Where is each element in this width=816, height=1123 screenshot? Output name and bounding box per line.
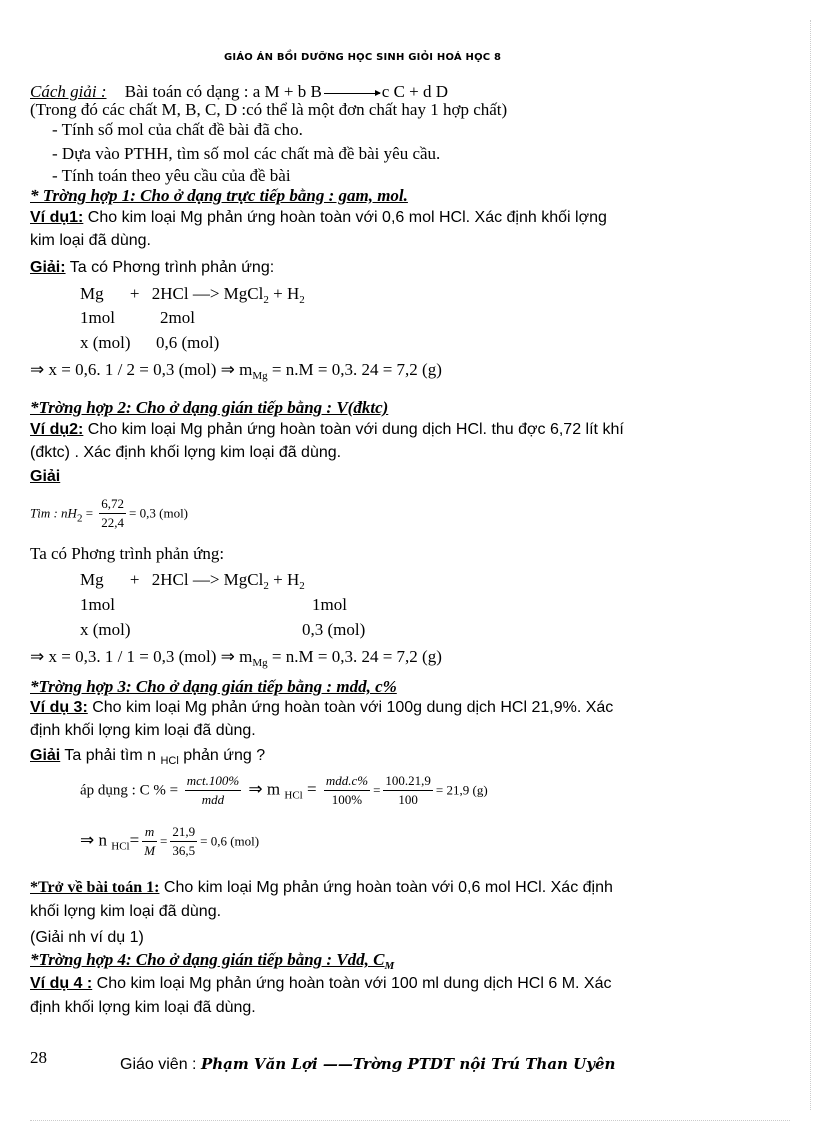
case2-result	[30, 647, 442, 673]
case3-example-label: Ví dụ 3:	[30, 699, 88, 716]
case1-solution-text: Ta có Phơng trình phản ứng:	[65, 259, 275, 276]
eq-hcl: 2HCl	[151, 570, 189, 589]
case2-solution-label: Giải	[30, 468, 61, 485]
case3-n-sub: HCl	[111, 840, 130, 853]
case2-example-text2: (đktc) . Xác định khối lợng kim loại đã dùng.	[30, 444, 342, 461]
case3-solution-text2: phản ứng ?	[178, 747, 266, 764]
case3-apply: áp dụng : C % = $\frac{\text{mct.100\%}}{\text{mdd}}$ ⇒ m $_{HCl}$ = $\frac{\text{mdd.c\%}}{100\%}$ = $\frac{100.21,9}{100}$ = 21,9 (g)	[80, 773, 488, 807]
case3-solution-sub: HCl	[160, 755, 179, 767]
case3-frac4	[142, 824, 157, 859]
case3-f1-den: mdd	[201, 792, 225, 807]
case3-f3-num: 100.21,9	[383, 773, 433, 791]
eq-mgcl-sub: 2	[263, 580, 269, 592]
case1-row2-a: x (mol)	[80, 333, 131, 352]
eq-mgcl: MgCl	[223, 284, 264, 303]
page-header: GIÁO ÁN BỒI DƯỠNG HỌC SINH GIỎI HOÁ HỌC 8	[224, 52, 502, 63]
case4-example-text: Cho kim loại Mg phản ứng hoàn toàn với 100 ml dung dịch HCl 6 M. Xác	[92, 975, 612, 992]
case1-title: * Trờng hợp 1: Cho ở dạng trực tiếp bằng : gam, mol.	[30, 186, 408, 205]
case2-find-eq: =	[82, 505, 97, 521]
eq-mgcl-sub: 2	[263, 294, 269, 306]
eq-h-sub: 2	[299, 294, 305, 306]
case3-f2-num: mdd.c%	[324, 773, 370, 791]
case2-find-sub: 2	[76, 512, 83, 525]
case2-row1-a: 1mol	[80, 595, 115, 614]
case2-example	[30, 420, 624, 440]
case1-example	[30, 208, 607, 228]
case2-find	[30, 496, 188, 531]
eq-plus: +	[129, 284, 140, 303]
case3-n-label: ⇒ n	[80, 830, 112, 850]
case4-example	[30, 974, 611, 994]
case3-f2-den: 100%	[331, 792, 363, 807]
reaction-arrow-icon	[324, 93, 380, 94]
case3-f1-num: mct.100%	[185, 773, 241, 791]
eq-plus2: +	[273, 570, 283, 589]
eq-plus: +	[129, 570, 140, 589]
eq-h: H	[286, 570, 300, 589]
method-step-3: - Tính toán theo yêu cầu của đề bài	[52, 166, 291, 185]
eq-arrow: —>	[192, 284, 220, 303]
case3-example-text: Cho kim loại Mg phản ứng hoàn toàn với 100g dung dịch HCl 21,9%. Xác	[87, 699, 614, 716]
eq-h: H	[286, 284, 300, 303]
case3-eq: =	[302, 779, 321, 799]
case3-moles: ⇒ n $_{HCl}$= $\frac{m}{M}$ = $\frac{21,9}{36,5}$ = 0,6 (mol)	[80, 824, 260, 858]
eq-plus2: +	[273, 284, 283, 303]
method-text-after: c C + d D	[381, 82, 449, 101]
case3-f4-den: M	[144, 843, 156, 858]
case4-example-text2: định khối lợng kim loại đã dùng.	[30, 999, 256, 1016]
method-label: Cách giải :	[30, 82, 107, 101]
case1-row1-a: 1mol	[80, 308, 115, 327]
case3-n-result: = 0,6 (mol)	[200, 833, 260, 849]
case4-title	[30, 950, 394, 976]
case3-example	[30, 698, 613, 718]
case3-m-sub: HCl	[284, 789, 303, 802]
case1-row2-b: 0,6 (mol)	[156, 333, 220, 352]
case2-reaction-text: Ta có Phơng trình phản ứng:	[30, 544, 225, 563]
case4-title-sub: M	[384, 960, 395, 972]
case3-title: *Trờng hợp 3: Cho ở dạng gián tiếp bằng : mdd, c%	[30, 677, 397, 696]
return-line	[30, 878, 613, 898]
eq-mg: Mg	[80, 570, 104, 589]
page-edge-divider	[810, 20, 811, 1110]
case3-f4-num: m	[142, 824, 157, 842]
case2-frac-den: 22,4	[101, 515, 125, 530]
page-number: 28	[30, 1048, 47, 1067]
case2-row1-b: 1mol	[312, 595, 347, 614]
case3-mass-result: = 21,9 (g)	[435, 782, 488, 798]
case1-result	[30, 360, 442, 386]
case1-equation	[80, 284, 305, 310]
case3-f5-num: 21,9	[170, 824, 197, 842]
case3-f5-den: 36,5	[172, 843, 196, 858]
case3-frac3	[383, 773, 433, 808]
case1-solution	[30, 258, 274, 278]
case3-solution-label: Giải	[30, 747, 61, 764]
return-note: (Giải nh ví dụ 1)	[30, 929, 144, 946]
eq-hcl: 2HCl	[151, 284, 189, 303]
footer-teacher-label: Giáo viên :	[120, 1056, 201, 1073]
return-text2: khối lợng kim loại đã dùng.	[30, 903, 222, 920]
method-text-before: Bài toán có dạng : a M + b B	[124, 82, 322, 101]
method-line	[30, 82, 448, 102]
case1-result-a: ⇒ x = 0,6. 1 / 2 = 0,3 (mol) ⇒ m	[30, 360, 253, 379]
eq-mg: Mg	[80, 284, 104, 303]
footer-teacher-name: Phạm Văn Lợi ——Trờng PTDT nội Trú Than Uyên	[200, 1055, 616, 1073]
case1-example-text: Cho kim loại Mg phản ứng hoàn toàn với 0,6 mol HCl. Xác định khối lợng	[83, 209, 607, 226]
case1-solution-label: Giải:	[30, 259, 66, 276]
case2-find-label: Tìm : nH	[30, 505, 77, 521]
method-step-1: - Tính số mol của chất đề bài đã cho.	[52, 120, 303, 139]
case2-frac-num: 6,72	[99, 496, 126, 514]
case2-equation	[80, 570, 305, 596]
case3-solution-text: Ta phải tìm n	[60, 747, 161, 764]
method-step-2: - Dựa vào PTHH, tìm số mol các chất mà đề bài yêu cầu.	[52, 144, 441, 163]
case3-implies: ⇒ m	[244, 779, 285, 799]
case2-result-a: ⇒ x = 0,3. 1 / 1 = 0,3 (mol) ⇒ m	[30, 647, 253, 666]
case1-example-text2: kim loại đã dùng.	[30, 232, 151, 249]
case1-example-label: Ví dụ1:	[30, 209, 84, 226]
case3-frac1	[185, 773, 241, 808]
case3-frac2	[324, 773, 370, 808]
case4-example-label: Ví dụ 4 :	[30, 975, 93, 992]
case3-solution	[30, 746, 265, 771]
eq-h-sub: 2	[299, 580, 305, 592]
case2-example-label: Ví dụ2:	[30, 421, 84, 438]
case4-title-text: *Trờng hợp 4: Cho ở dạng gián tiếp bằng : Vdd, C	[30, 950, 385, 969]
case3-example-text2: định khối lợng kim loại đã dùng.	[30, 722, 256, 739]
return-text: Cho kim loại Mg phản ứng hoàn toàn với 0,6 mol HCl. Xác định	[159, 879, 613, 896]
case2-example-text: Cho kim loại Mg phản ứng hoàn toàn với dung dịch HCl. thu đợc 6,72 lít khí	[83, 421, 624, 438]
case1-row1-b: 2mol	[160, 308, 195, 327]
case1-result-b: = n.M = 0,3. 24 = 7,2 (g)	[267, 360, 442, 379]
eq-mgcl: MgCl	[223, 570, 264, 589]
footer-teacher	[120, 1054, 615, 1075]
case3-frac5	[170, 824, 197, 859]
case2-row2-a: x (mol)	[80, 620, 131, 639]
case2-title: *Trờng hợp 2: Cho ở dạng gián tiếp bằng : V(đktc)	[30, 398, 389, 417]
case2-result-b: = n.M = 0,3. 24 = 7,2 (g)	[267, 647, 442, 666]
return-label: *Trở về bài toán 1:	[30, 879, 160, 896]
case2-result-sub: Mg	[252, 657, 268, 669]
eq-arrow: —>	[192, 570, 220, 589]
case3-f3-den: 100	[398, 792, 418, 807]
case1-result-sub: Mg	[252, 370, 268, 382]
case2-row2-b: 0,3 (mol)	[302, 620, 366, 639]
method-note: (Trong đó các chất M, B, C, D :có thể là một đơn chất hay 1 hợp chất)	[30, 100, 508, 119]
case2-fraction	[99, 496, 126, 531]
page-bottom-divider	[30, 1120, 790, 1121]
case2-find-result: = 0,3 (mol)	[129, 505, 189, 521]
case3-apply-label: áp dụng : C % =	[80, 782, 182, 799]
